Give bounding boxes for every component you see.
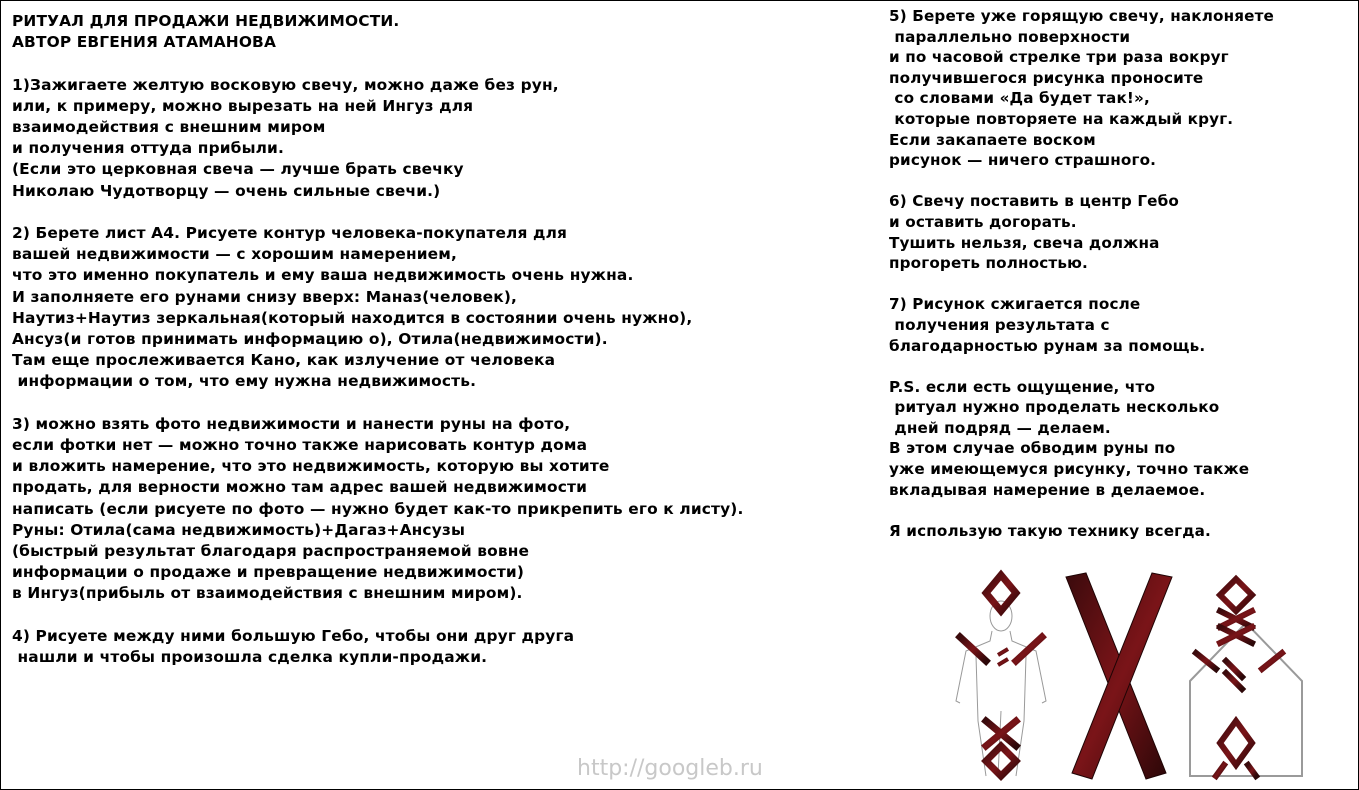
paragraph (889, 377, 1349, 501)
text-line: что это именно покупатель и ему ваша недвижимость очень нужна. (12, 266, 634, 285)
text-line: которые повторяете на каждый круг. (889, 109, 1234, 128)
text-line: 1)Зажигаете желтую восковую свечу, можно даже без рун, (12, 75, 559, 94)
text-line: 4) Рисуете между ними большую Гебо, чтобы они друг друга (12, 626, 575, 645)
text-line: рисунок — ничего страшного. (889, 151, 1157, 170)
text-line: Наутиз+Наутиз зеркальная(который находится в состоянии очень нужно), (12, 308, 693, 327)
text-line: и по часовой стрелке три раза вокруг (889, 48, 1229, 67)
text-line: 7) Рисунок сжигается после (889, 295, 1141, 314)
text-line: 6) Свечу поставить в центр Гебо (889, 192, 1179, 211)
text-line: Я использую такую технику всегда. (889, 521, 1211, 540)
left-paragraphs (12, 53, 872, 668)
paragraph-spacer (12, 605, 872, 626)
paragraph-spacer (889, 171, 1349, 192)
text-line: благодарностью рунам за помощь. (889, 336, 1206, 355)
paragraph-spacer (889, 356, 1349, 377)
text-line: взаимодействия с внешним миром (12, 118, 326, 136)
paragraph (889, 191, 1349, 273)
document-title: РИТУАЛ ДЛЯ ПРОДАЖИ НЕДВИЖИМОСТИ. (12, 12, 400, 30)
paragraph (889, 6, 1349, 171)
paragraph (12, 223, 872, 393)
text-line: Ансуз(и готов принимать информацию о), Отила(недвижимости). (12, 330, 608, 349)
text-line: написать (если рисуете по фото — нужно будет как-то прикрепить его к листу). (12, 499, 744, 518)
text-line: информации о продаже и превращение недвижимости) (12, 563, 525, 582)
text-line: и получения оттуда прибыли. (12, 139, 284, 158)
watermark-text: http://googleb.ru (577, 756, 763, 781)
text-line: Там еще прослеживается Кано, как излучение от человека (12, 351, 556, 370)
right-column (889, 6, 1349, 541)
human-outline-with-runes-icon (956, 575, 1046, 776)
text-line: дней подряд — делаем. (889, 418, 1111, 437)
right-paragraphs (889, 6, 1349, 541)
text-line: нашли и чтобы произошла сделка купли-продажи. (12, 648, 488, 667)
text-line: или, к примеру, можно вырезать на ней Ингуз для (12, 96, 474, 115)
text-line: в Ингуз(прибыль от взаимодействия с внешним миром). (12, 584, 523, 603)
paragraph (12, 626, 872, 668)
text-line: Николаю Чудотворцу — очень сильные свечи.) (12, 181, 441, 200)
text-line: продать, для верности можно там адрес вашей недвижимости (12, 478, 588, 497)
text-line: 3) можно взять фото недвижимости и нанести руны на фото, (12, 414, 571, 433)
text-line: со словами «Да будет так!», (889, 89, 1150, 108)
text-line: если фотки нет — можно точно также нарисовать контур дома (12, 436, 588, 455)
paragraph-spacer (12, 202, 872, 223)
paragraph (889, 294, 1349, 356)
text-line: вкладывая намерение в делаемое. (889, 480, 1206, 499)
text-line: Если закапаете воском (889, 130, 1096, 149)
text-line: информации о том, что ему нужна недвижимость. (12, 372, 477, 391)
text-line: уже имеющемуся рисунку, точно также (889, 460, 1250, 479)
text-line: В этом случае обводим руны по (889, 439, 1176, 458)
text-line: 5) Берете уже горящую свечу, наклоняете (889, 7, 1274, 25)
text-line: и вложить намерение, что это недвижимость, которую вы хотите (12, 457, 610, 476)
text-line: (Если это церковная свеча — лучше брать свечку (12, 160, 464, 179)
paragraph (12, 414, 872, 605)
text-line: получившегося рисунка проносите (889, 68, 1204, 87)
document-author: АВТОР ЕВГЕНИЯ АТАМАНОВА (12, 33, 277, 52)
paragraph (889, 521, 1349, 542)
paragraph-spacer (889, 500, 1349, 521)
gebo-rune-icon (1066, 573, 1172, 779)
text-line: и оставить догорать. (889, 212, 1077, 231)
text-line: P.S. если есть ощущение, что (889, 377, 1156, 396)
text-line: получения результата с (889, 315, 1110, 334)
text-line: Руны: Отила(сама недвижимость)+Дагаз+Ансузы (12, 520, 466, 539)
text-line: 2) Берете лист А4. Рисуете контур человека-покупателя для (12, 224, 568, 242)
text-line: ритуал нужно проделать несколько (889, 398, 1220, 417)
house-outline-with-runes-icon (1190, 579, 1302, 776)
paragraph (12, 75, 872, 202)
text-line: прогореть полностью. (889, 254, 1088, 273)
text-line: (быстрый результат благодаря распространяемой вовне (12, 542, 530, 561)
text-line: вашей недвижимости — с хорошим намерением, (12, 245, 457, 264)
paragraph-spacer (12, 53, 872, 74)
paragraph-spacer (12, 393, 872, 414)
text-line: параллельно поверхности (889, 27, 1131, 46)
text-line: И заполняете его рунами снизу вверх: Маназ(человек), (12, 287, 518, 306)
text-line: Тушить нельзя, свеча должна (889, 233, 1160, 252)
left-column (12, 11, 872, 668)
paragraph-spacer (889, 274, 1349, 295)
rune-illustration (946, 561, 1336, 783)
